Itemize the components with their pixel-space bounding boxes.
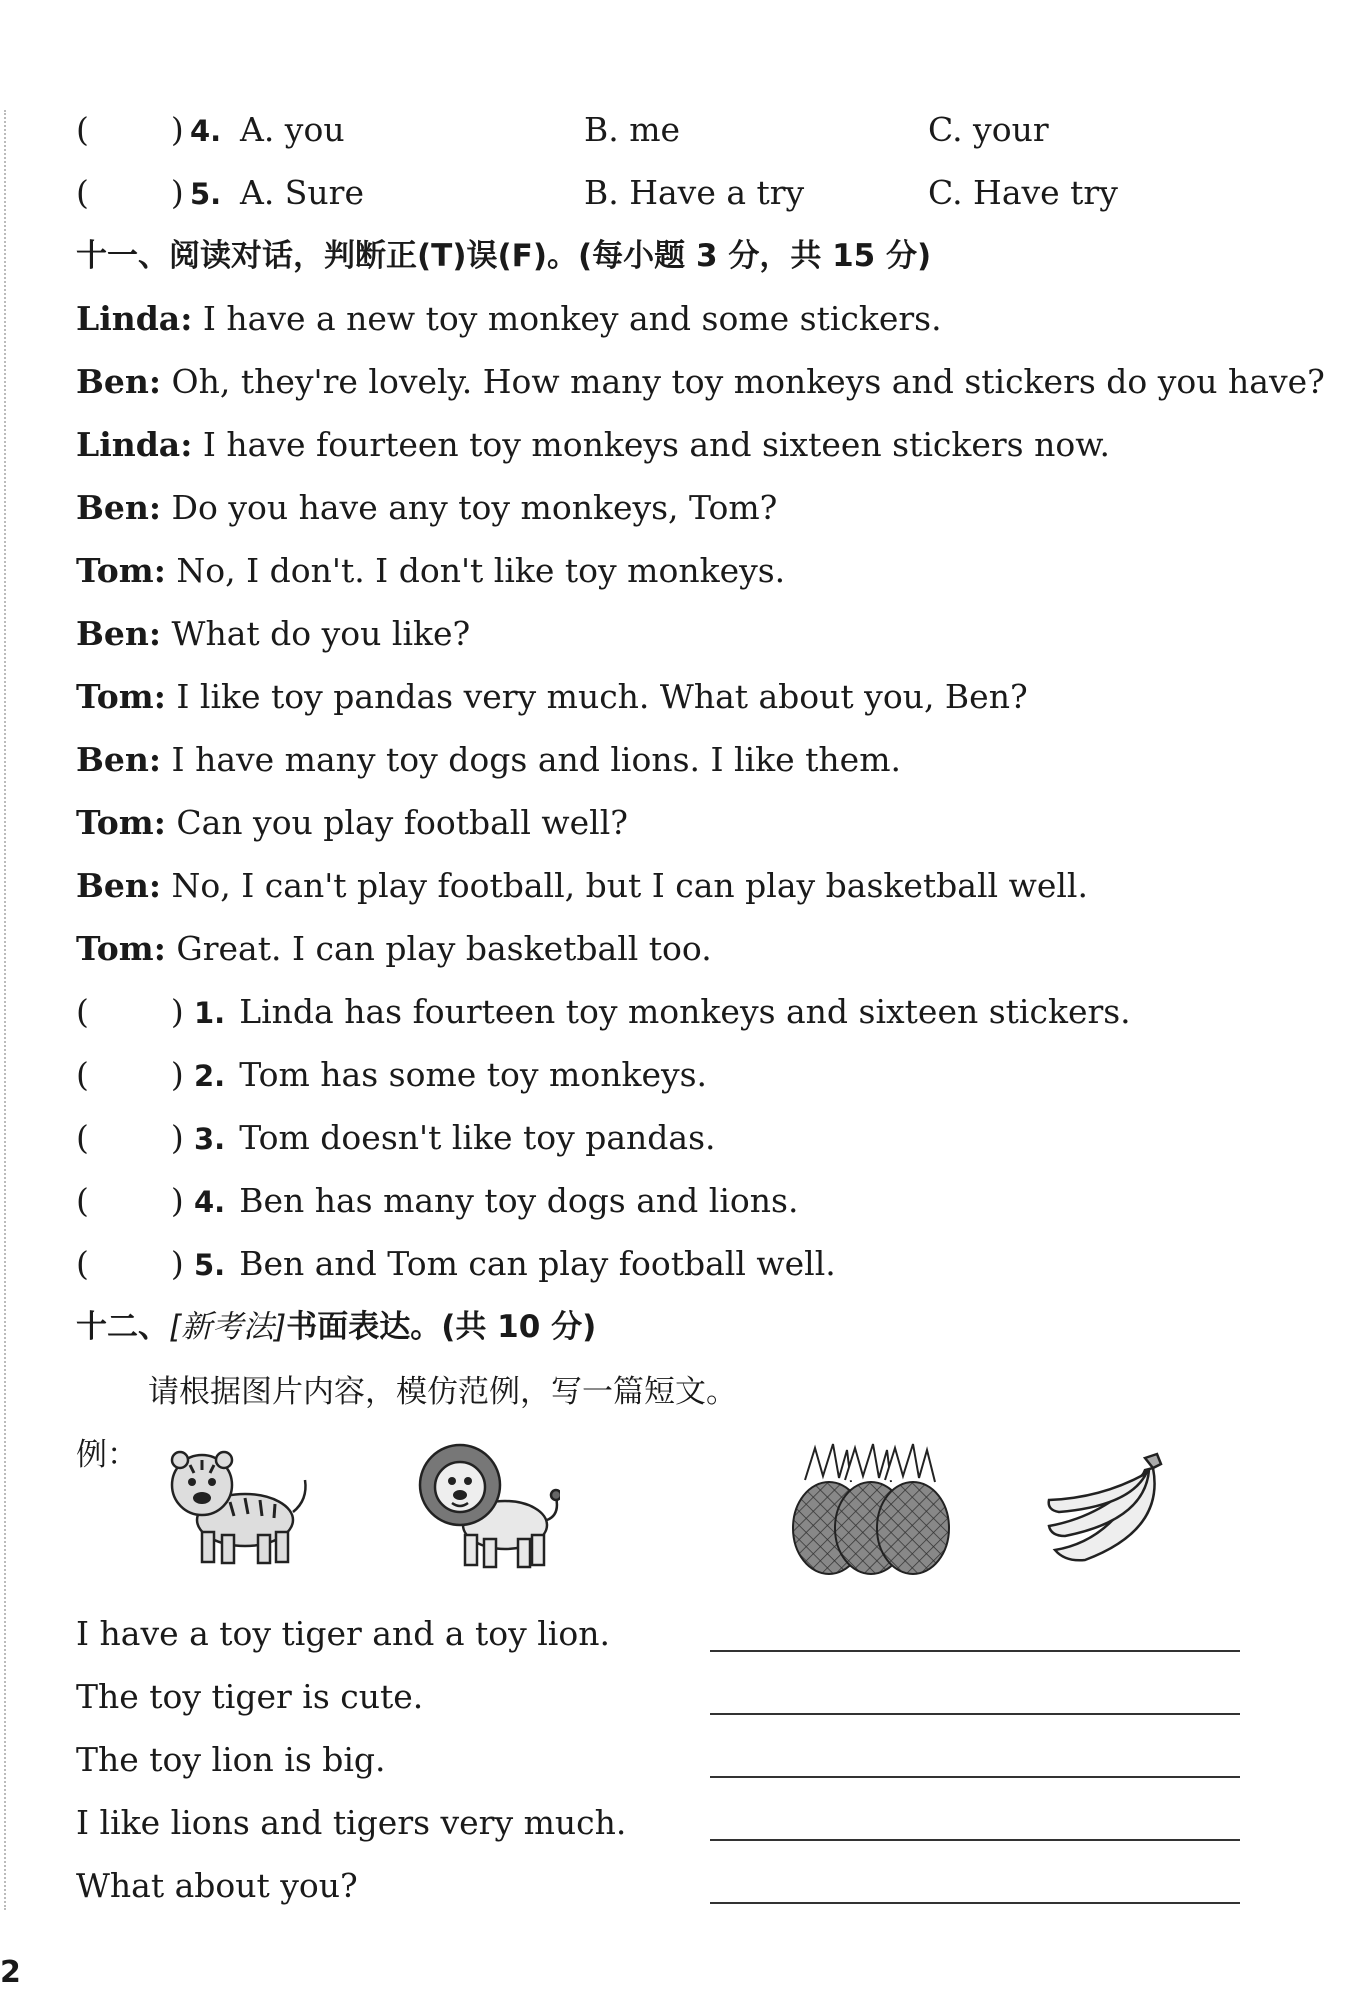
tf-question: ( ) 1. Linda has fourteen toy monkeys and sixteen stickers. — [76, 992, 1131, 1031]
example-line: I have a toy tiger and a toy lion. — [76, 1614, 610, 1653]
writing-line[interactable] — [710, 1650, 1240, 1652]
dialogue-line: Tom: I like toy pandas very much. What about you, Ben? — [76, 677, 1028, 716]
dialogue-line: Linda: I have fourteen toy monkeys and sixteen stickers now. — [76, 425, 1111, 464]
tf-question: ( ) 2. Tom has some toy monkeys. — [76, 1055, 708, 1094]
section-11-heading: 十一、阅读对话，判断正(T)误(F)。(每小题 3 分，共 15 分) — [76, 238, 932, 274]
answer-blank[interactable]: ( ) — [76, 1181, 184, 1220]
pineapples-icon — [785, 1440, 955, 1580]
option-b: B. me — [584, 110, 681, 149]
option-a: A. Sure — [240, 173, 364, 212]
tf-question: ( ) 3. Tom doesn't like toy pandas. — [76, 1118, 716, 1157]
answer-blank[interactable]: ( ) — [76, 992, 184, 1031]
example-line: What about you? — [76, 1866, 358, 1905]
question-number: 5. — [190, 177, 222, 211]
option-c: C. your — [928, 110, 1049, 149]
example-label: 例： — [76, 1437, 138, 1473]
dialogue-line: Ben: No, I can't play football, but I can play basketball well. — [76, 866, 1088, 905]
writing-line[interactable] — [710, 1776, 1240, 1778]
dialogue-line: Tom: Can you play football well? — [76, 803, 628, 842]
lion-icon — [410, 1435, 560, 1575]
section-12-heading: 十二、[新考法]书面表达。(共 10 分) — [76, 1309, 597, 1345]
dialogue-line: Ben: I have many toy dogs and lions. I like them. — [76, 740, 901, 779]
binding-margin — [4, 110, 6, 1910]
answer-blank[interactable]: ( ) — [76, 1118, 184, 1157]
answer-blank[interactable]: ( ) — [76, 1055, 184, 1094]
dialogue-line: Ben: What do you like? — [76, 614, 471, 653]
tiger-icon — [150, 1440, 310, 1570]
answer-blank[interactable]: ( ) — [76, 1244, 184, 1283]
tf-question: ( ) 4. Ben has many toy dogs and lions. — [76, 1181, 799, 1220]
option-b: B. Have a try — [584, 173, 805, 212]
example-line: The toy lion is big. — [76, 1740, 386, 1779]
dialogue-line: Ben: Do you have any toy monkeys, Tom? — [76, 488, 778, 527]
bananas-icon — [1045, 1450, 1175, 1570]
writing-instruction: 请根据图片内容，模仿范例，写一篇短文。 — [148, 1374, 737, 1410]
dialogue-line: Tom: No, I don't. I don't like toy monkeys. — [76, 551, 786, 590]
writing-line[interactable] — [710, 1713, 1240, 1715]
option-c: C. Have try — [928, 173, 1118, 212]
dialogue-line: Ben: Oh, they're lovely. How many toy monkeys and stickers do you have? — [76, 362, 1325, 401]
page-number: 2 — [0, 1955, 21, 1990]
example-line: The toy tiger is cute. — [76, 1677, 424, 1716]
dialogue-line: Tom: Great. I can play basketball too. — [76, 929, 712, 968]
dialogue-line: Linda: I have a new toy monkey and some stickers. — [76, 299, 942, 338]
new-method-tag: [新考法] — [169, 1309, 287, 1345]
writing-line[interactable] — [710, 1902, 1240, 1904]
tf-question: ( ) 5. Ben and Tom can play football well. — [76, 1244, 836, 1283]
question-number: 4. — [190, 114, 222, 148]
worksheet-page: ( ) 4. A. you B. me C. your ( ) 5. A. Sure B. Have a try C. Have try 十一、阅读对话，判断正(T)误(F)。(每小题 3 分，共 15 分) Linda: I have a new toy monkey and some stickers. Ben: Oh, they're lovely. How many toy monkeys and stickers do you have? Linda: I have fourteen toy monkeys and sixteen stickers now. Ben: Do you have any toy monkeys, Tom? Tom: No, I don't. I don't like toy monkeys. Ben: What do you like? Tom: I like toy pandas very much. What about you, Ben? Ben: I have many toy dogs and lions. I like them. Tom: Can you play football well? Ben: No, I can't play football, but I can play basketball well. Tom: Great. I can play basketball too. ( ) 1. Linda has fourteen toy monkeys and sixteen stickers. ( ) 2. Tom has some toy monkeys. ( ) 3. Tom doesn't like toy pandas. ( ) 4. Ben has many toy dogs and lions. ( ) 5. Ben and Tom can play football well. 十二、[新考法]书面表达。(共 10 分) 请根据图片内容，模仿范例，写一篇短文。 例： I have a toy tiger and a toy lion. The toy tiger is cute. The toy lion is big. I like lions and tigers very much. What about you? 2 — [0, 110, 1325, 1990]
option-a: A. you — [240, 110, 345, 149]
writing-line[interactable] — [710, 1839, 1240, 1841]
example-line: I like lions and tigers very much. — [76, 1803, 627, 1842]
